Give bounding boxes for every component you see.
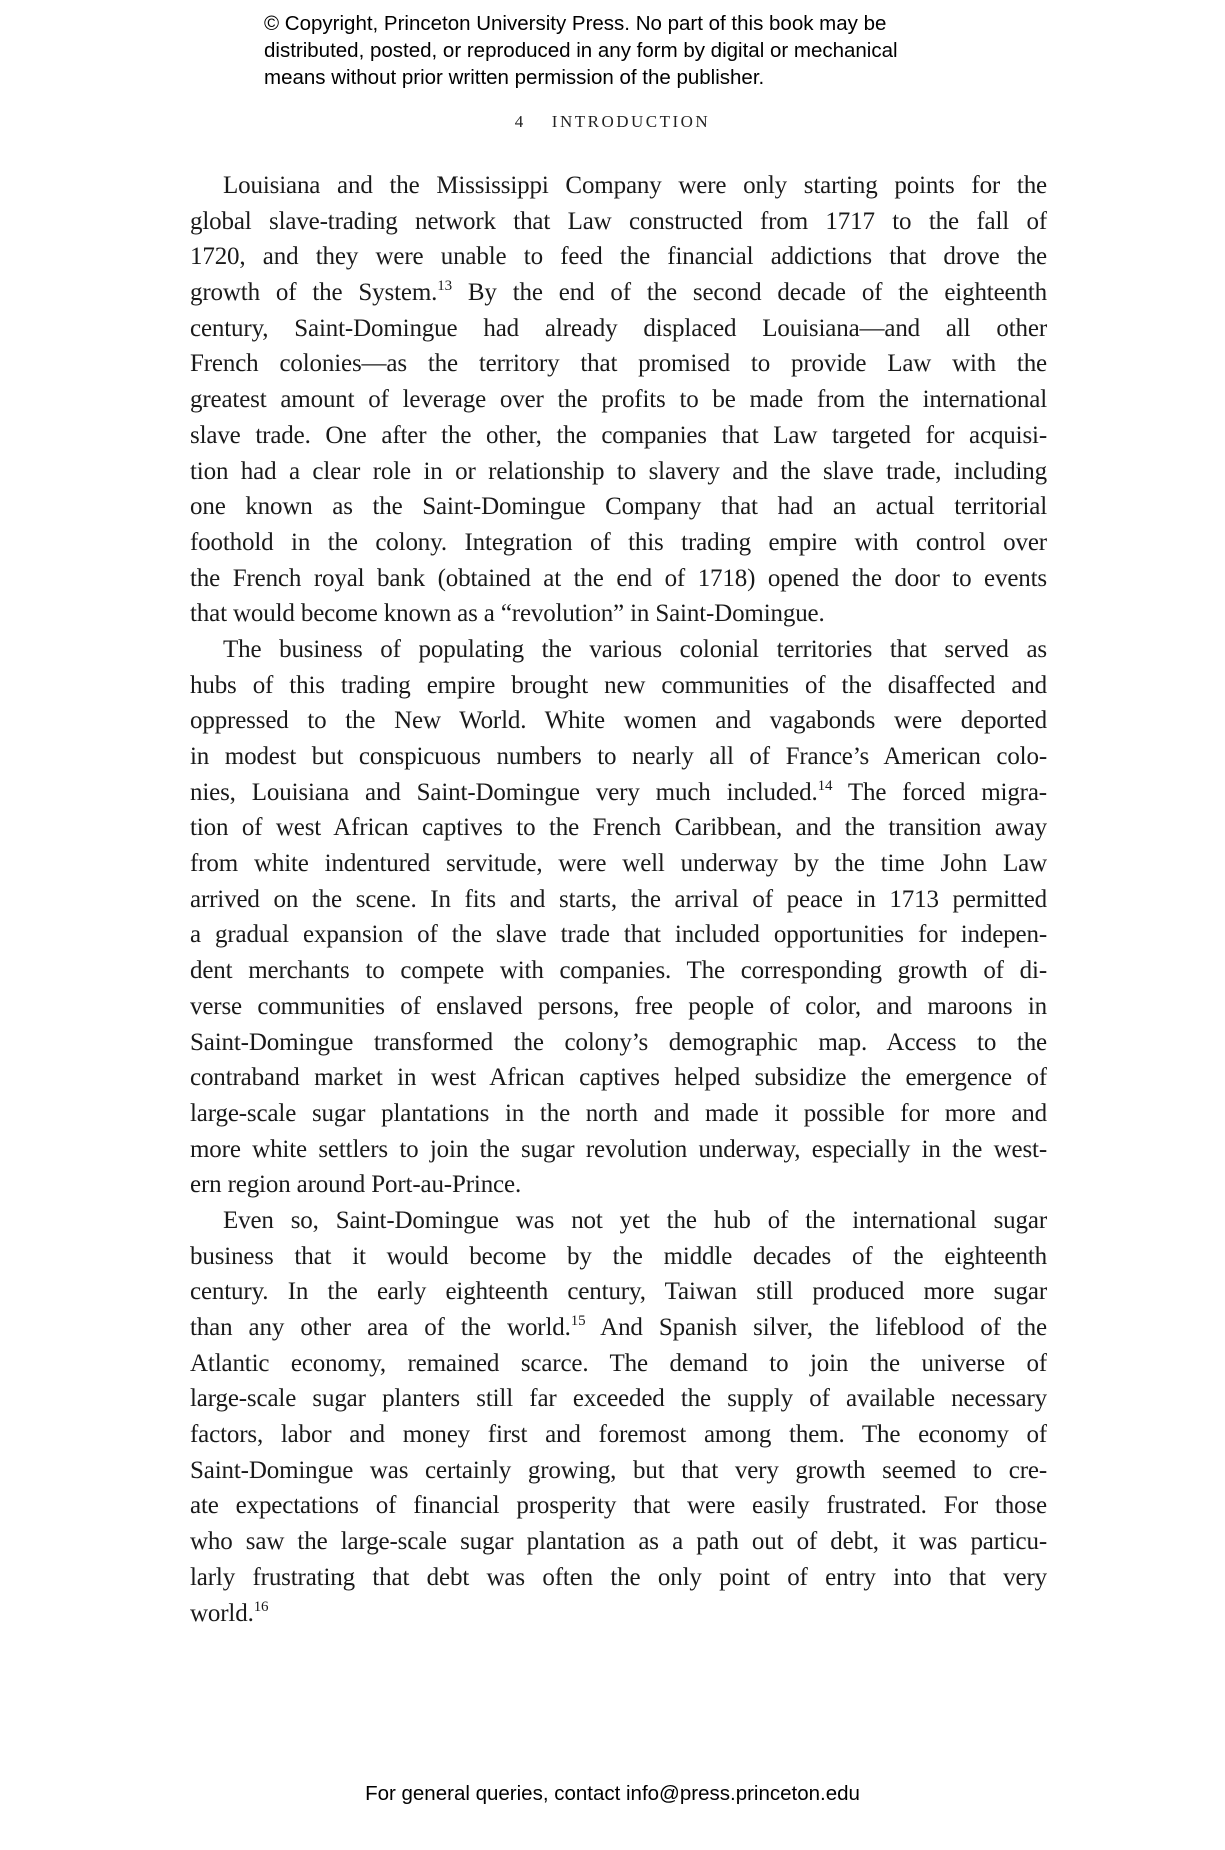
- text-line: [190, 204, 1047, 240]
- text-line: [190, 1203, 1047, 1239]
- text-segment: a gradual expansion of the slave trade that included opportunities for indepen-: [190, 921, 1047, 949]
- text-segment: slave trade. One after the other, the companies that Law targeted for acquisi-: [190, 421, 1047, 449]
- paragraph: [190, 1203, 1047, 1631]
- copyright-notice: [264, 10, 898, 91]
- text-line: [190, 596, 1047, 632]
- text-segment: tion had a clear role in or relationship to slavery and the slave trade, including: [190, 457, 1047, 485]
- text-segment: more white settlers to join the sugar revolution underway, especially in the west-: [190, 1135, 1047, 1163]
- text-line: [190, 561, 1047, 597]
- text-line: [190, 703, 1047, 739]
- text-line: [190, 1560, 1047, 1596]
- text-segment: dent merchants to compete with companies. The corresponding growth of di-: [190, 957, 1047, 985]
- text-line: [190, 1381, 1047, 1417]
- chapter-title: INTRODUCTION: [551, 112, 711, 131]
- text-segment: larly frustrating that debt was often the only point of entry into that very: [190, 1563, 1047, 1591]
- text-line: [190, 953, 1047, 989]
- text-line: [190, 168, 1047, 204]
- text-segment: in modest but conspicuous numbers to nearly all of France’s American colo-: [190, 743, 1047, 770]
- text-line: [190, 668, 1047, 704]
- text-line: [190, 1096, 1047, 1132]
- body-text: [190, 168, 1047, 1631]
- text-segment: large-scale sugar planters still far exceeded the supply of available necessary: [190, 1385, 1047, 1413]
- text-segment: ate expectations of financial prosperity that were easily frustrated. For those: [190, 1492, 1047, 1520]
- footnote-marker: 15: [570, 1313, 586, 1329]
- text-line: [190, 846, 1047, 882]
- text-segment: Saint-Domingue was certainly growing, but that very growth seemed to cre-: [190, 1456, 1047, 1484]
- text-line: [190, 810, 1047, 846]
- paragraph: [190, 632, 1047, 1203]
- text-segment: contraband market in west African captives helped subsidize the emergence of: [190, 1064, 1047, 1092]
- footnote-marker: 16: [253, 1598, 269, 1615]
- text-segment: that would become known as a “revolution” in Saint-Domingue.: [190, 600, 825, 628]
- text-line: [190, 239, 1047, 275]
- text-line: [190, 882, 1047, 918]
- text-line: [190, 525, 1047, 561]
- text-line: [190, 1167, 1047, 1203]
- text-line: [190, 382, 1047, 418]
- text-line: [190, 275, 1047, 311]
- text-segment: global slave-trading network that Law constructed from 1717 to the fall of: [190, 207, 1047, 235]
- footnote-marker: 14: [817, 777, 833, 794]
- text-segment: tion of west African captives to the French Caribbean, and the transition away: [190, 814, 1047, 842]
- text-line: [190, 739, 1047, 775]
- text-segment: Louisiana and the Mississippi Company were only starting points for the: [223, 172, 1047, 199]
- text-line: [190, 632, 1047, 668]
- text-segment: Atlantic economy, remained scarce. The demand to join the universe of: [190, 1349, 1047, 1377]
- text-line: [190, 1417, 1047, 1453]
- text-segment: arrived on the scene. In fits and starts, the arrival of peace in 1713 permitted: [190, 885, 1047, 913]
- text-segment: than any other area of the world.: [190, 1314, 571, 1341]
- text-line: [190, 1310, 1047, 1346]
- text-line: [190, 917, 1047, 953]
- text-line: [190, 1274, 1047, 1310]
- text-segment: large-scale sugar plantations in the north and made it possible for more and: [190, 1099, 1047, 1127]
- text-segment: the French royal bank (obtained at the end of 1718) opened the door to events: [190, 564, 1047, 592]
- copyright-line: © Copyright, Princeton University Press. No part of this book may be: [264, 12, 887, 35]
- text-segment: world.: [190, 1599, 254, 1627]
- text-line: [190, 346, 1047, 382]
- text-segment: oppressed to the New World. White women and vagabonds were deported: [190, 707, 1047, 735]
- text-segment: Saint-Domingue transformed the colony’s demographic map. Access to the: [190, 1028, 1047, 1056]
- text-segment: The business of populating the various colonial territories that served as: [223, 635, 1047, 663]
- text-segment: By the end of the second decade of the eighteenth: [451, 279, 1047, 307]
- text-line: [190, 1239, 1047, 1275]
- text-line: [190, 1025, 1047, 1061]
- running-head: [0, 112, 1225, 132]
- text-segment: who saw the large-scale sugar plantation as a path out of debt, it was particu-: [190, 1528, 1047, 1556]
- text-segment: business that it would become by the middle decades of the eighteenth: [190, 1242, 1047, 1270]
- text-line: [190, 418, 1047, 454]
- text-segment: And Spanish silver, the lifeblood of the: [585, 1314, 1047, 1341]
- footnote-marker: 13: [437, 278, 452, 295]
- text-segment: century, Saint-Domingue had already displaced Louisiana—and all other: [190, 314, 1047, 342]
- text-segment: foothold in the colony. Integration of this trading empire with control over: [190, 528, 1047, 556]
- text-line: [190, 1524, 1047, 1560]
- text-segment: century. In the early eighteenth century, Taiwan still produced more sugar: [190, 1278, 1047, 1306]
- text-segment: The forced migra-: [832, 778, 1047, 806]
- text-line: [190, 1132, 1047, 1168]
- text-segment: greatest amount of leverage over the profits to be made from the international: [190, 386, 1047, 414]
- text-segment: Even so, Saint-Domingue was not yet the hub of the international sugar: [223, 1206, 1047, 1234]
- text-segment: hubs of this trading empire brought new communities of the disaffected and: [190, 671, 1047, 699]
- text-segment: growth of the System.: [190, 279, 438, 307]
- text-segment: nies, Louisiana and Saint-Domingue very much included.: [190, 778, 818, 806]
- text-line: [190, 1453, 1047, 1489]
- text-line: [190, 775, 1047, 811]
- paragraph: [190, 168, 1047, 632]
- text-line: [190, 311, 1047, 347]
- text-segment: 1720, and they were unable to feed the financial addictions that drove the: [190, 243, 1047, 271]
- text-line: [190, 1060, 1047, 1096]
- text-segment: from white indentured servitude, were well underway by the time John Law: [190, 850, 1047, 878]
- copyright-line: distributed, posted, or reproduced in any form by digital or mechanical: [264, 39, 898, 62]
- page-number: 4: [514, 112, 526, 131]
- text-line: [190, 454, 1047, 490]
- text-line: [190, 989, 1047, 1025]
- text-line: [190, 1596, 1047, 1632]
- text-segment: one known as the Saint-Domingue Company that had an actual territorial: [190, 493, 1047, 521]
- text-segment: ern region around Port-au-Prince.: [190, 1171, 522, 1199]
- text-segment: verse communities of enslaved persons, free people of color, and maroons in: [190, 992, 1047, 1020]
- text-line: [190, 489, 1047, 525]
- text-segment: factors, labor and money first and foremost among them. The economy of: [190, 1421, 1047, 1449]
- text-line: [190, 1488, 1047, 1524]
- footer-contact: For general queries, contact info@press.princeton.edu: [365, 1782, 860, 1805]
- copyright-line: means without prior written permission of the publisher.: [264, 66, 765, 89]
- text-segment: French colonies—as the territory that promised to provide Law with the: [190, 350, 1047, 378]
- text-line: [190, 1346, 1047, 1382]
